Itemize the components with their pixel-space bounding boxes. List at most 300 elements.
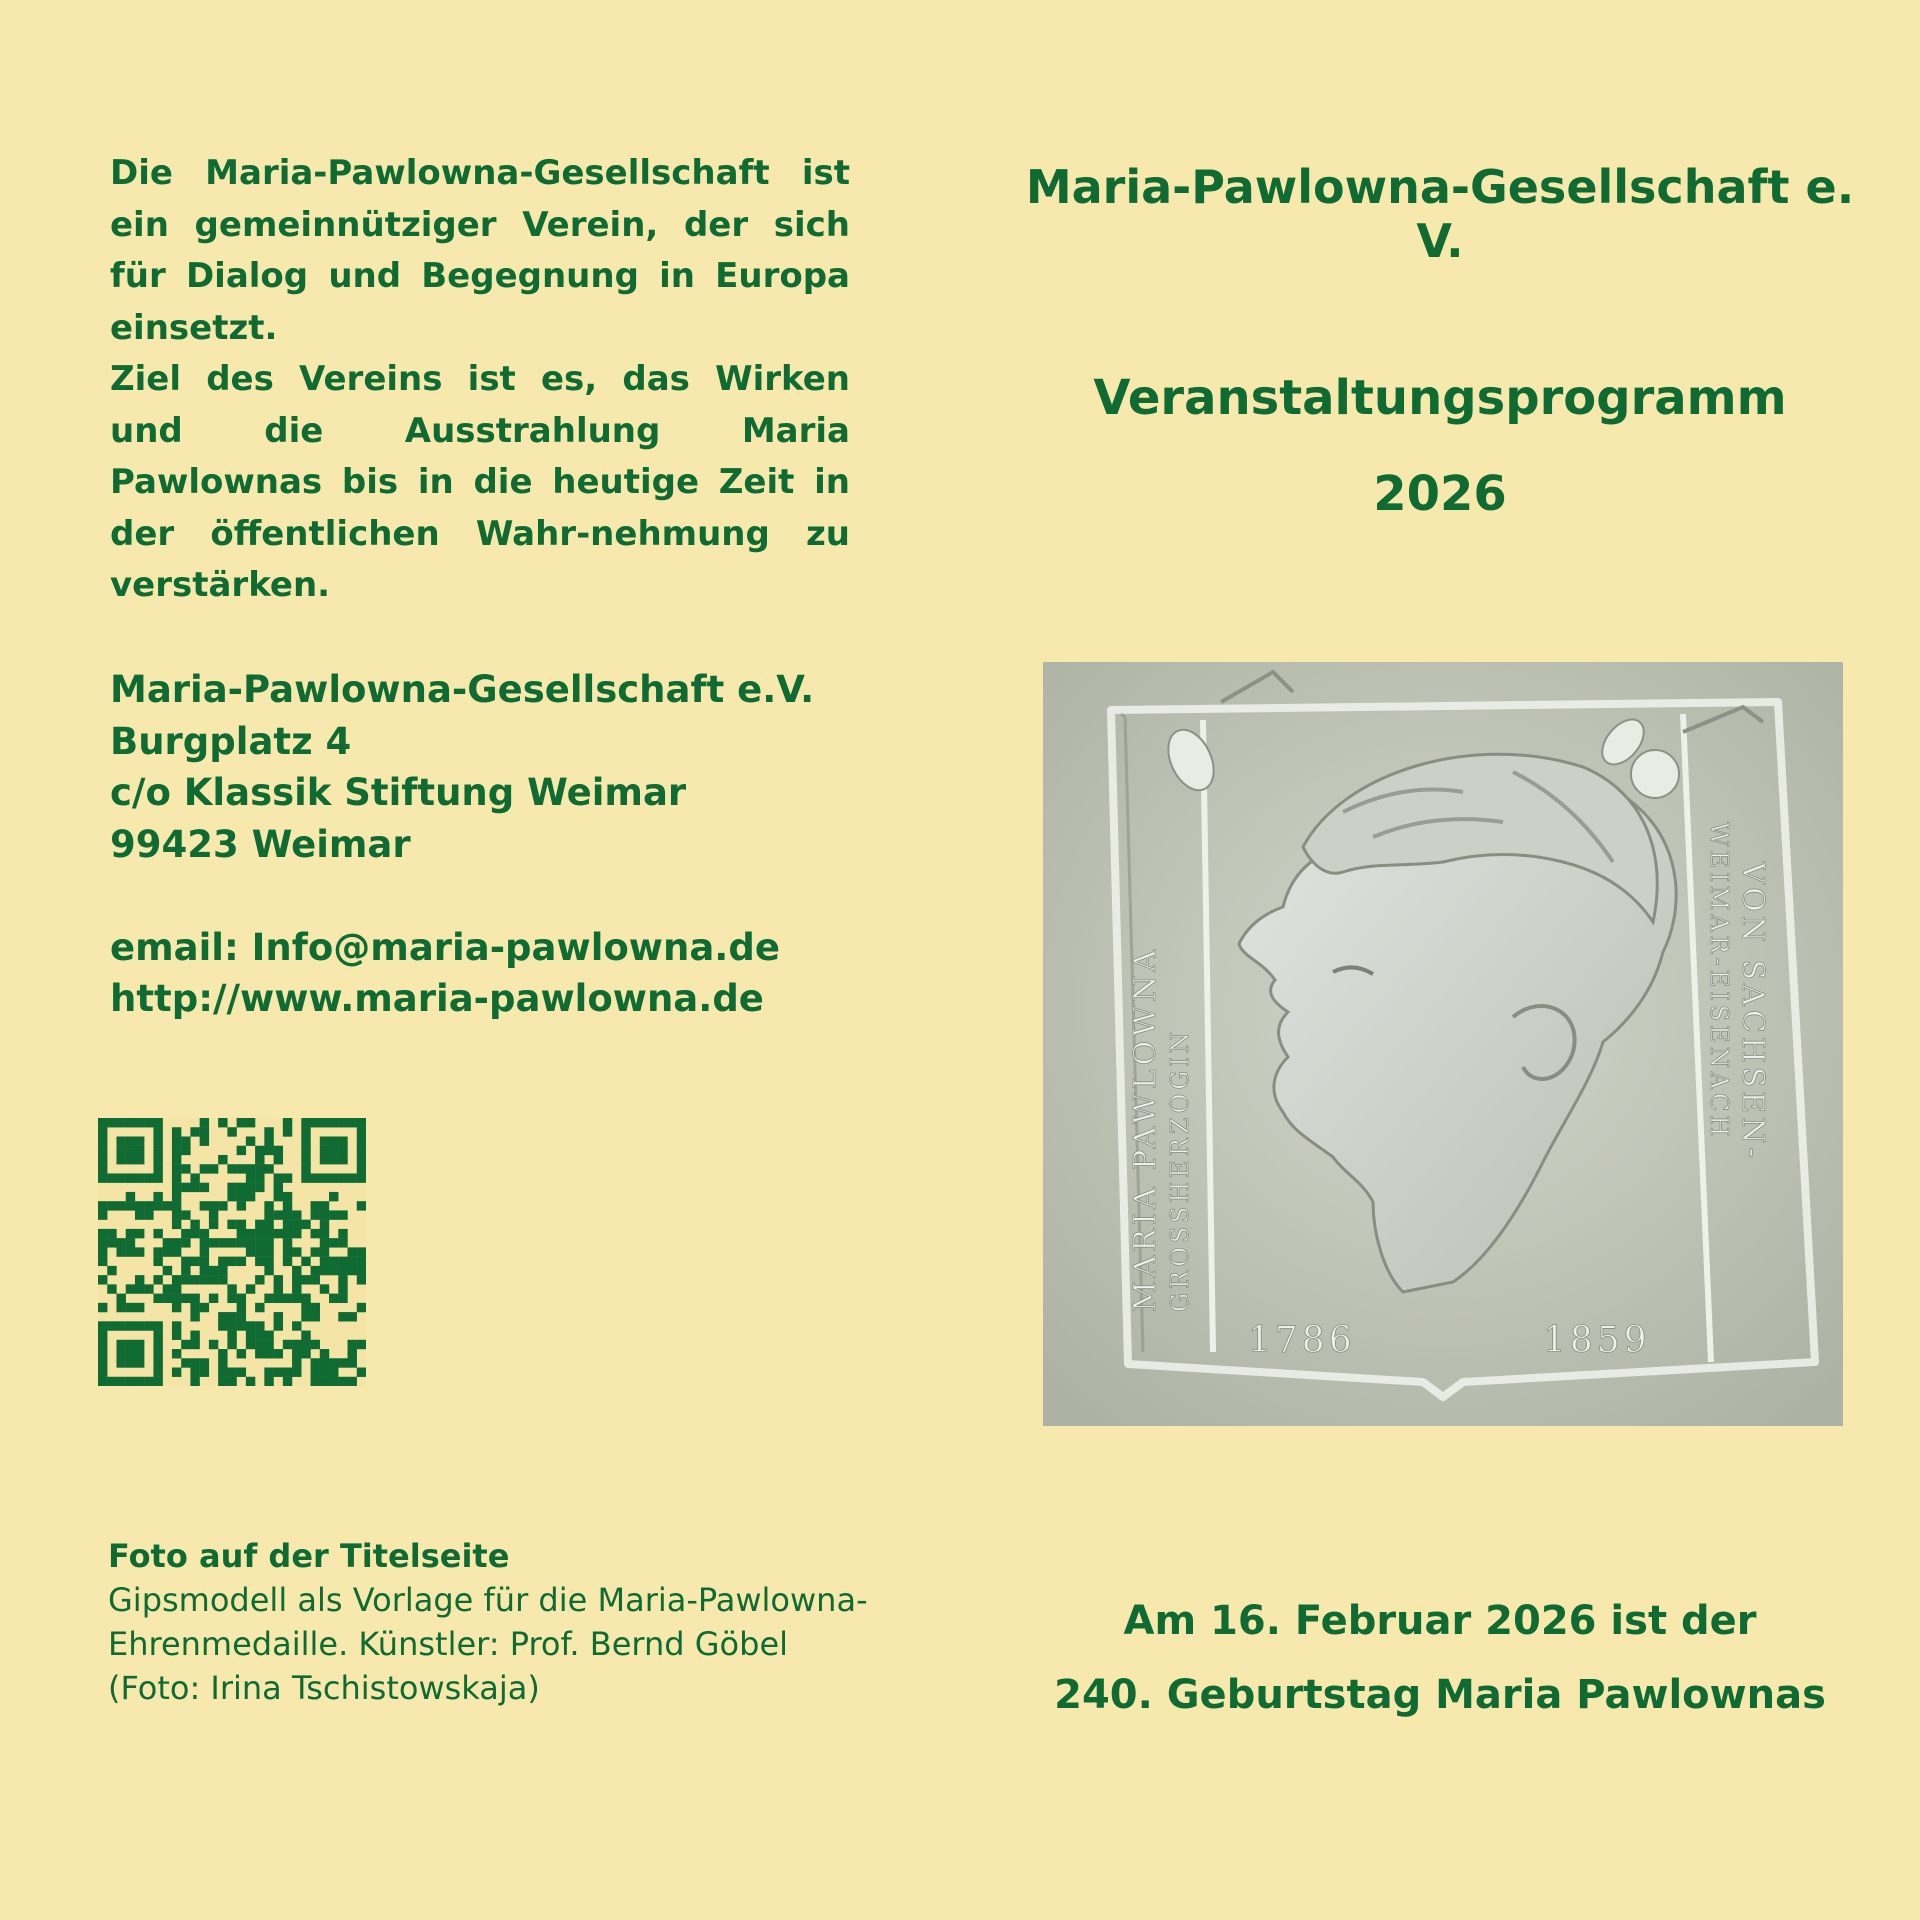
- qr-module: [98, 1118, 107, 1127]
- qr-module: [320, 1201, 329, 1210]
- qr-module: [329, 1266, 338, 1275]
- qr-module: [153, 1229, 162, 1238]
- qr-module: [116, 1155, 125, 1164]
- qr-module: [135, 1155, 144, 1164]
- qr-module: [200, 1368, 209, 1377]
- qr-module: [126, 1247, 135, 1256]
- qr-module: [283, 1377, 292, 1386]
- qr-module: [144, 1377, 153, 1386]
- qr-module: [274, 1155, 283, 1164]
- qr-module: [246, 1284, 255, 1293]
- qr-module: [172, 1303, 181, 1312]
- medal-inscription-right-2: WEIMAR-EISENACH: [1705, 822, 1733, 1141]
- qr-module: [301, 1331, 310, 1340]
- qr-module: [283, 1220, 292, 1229]
- qr-module: [218, 1118, 227, 1127]
- qr-module: [181, 1275, 190, 1284]
- qr-module: [135, 1210, 144, 1219]
- qr-module: [227, 1377, 236, 1386]
- qr-module: [246, 1192, 255, 1201]
- qr-module: [311, 1358, 320, 1367]
- qr-module: [181, 1266, 190, 1275]
- qr-module: [98, 1201, 107, 1210]
- qr-module: [200, 1247, 209, 1256]
- qr-module: [246, 1321, 255, 1330]
- qr-module: [292, 1229, 301, 1238]
- qr-module: [172, 1136, 181, 1145]
- qr-module: [264, 1210, 273, 1219]
- qr-module: [338, 1229, 347, 1238]
- qr-module: [209, 1201, 218, 1210]
- qr-module: [200, 1275, 209, 1284]
- cover-program-title: Veranstaltungsprogramm: [1093, 370, 1787, 426]
- photo-credit-heading: Foto auf der Titelseite: [108, 1537, 510, 1575]
- qr-module: [338, 1146, 347, 1155]
- qr-module: [116, 1349, 125, 1358]
- qr-module: [98, 1173, 107, 1182]
- qr-module: [218, 1155, 227, 1164]
- qr-module: [255, 1247, 264, 1256]
- qr-module: [274, 1146, 283, 1155]
- qr-module: [135, 1303, 144, 1312]
- qr-module: [338, 1275, 347, 1284]
- qr-module: [209, 1238, 218, 1247]
- qr-module: [135, 1146, 144, 1155]
- birthday-line-2: 240. Geburtstag Maria Pawlownas: [1054, 1672, 1826, 1718]
- qr-module: [264, 1201, 273, 1210]
- qr-module: [301, 1257, 310, 1266]
- qr-module: [116, 1136, 125, 1145]
- qr-module: [190, 1377, 199, 1386]
- qr-module: [264, 1257, 273, 1266]
- qr-module: [172, 1201, 181, 1210]
- qr-module: [301, 1146, 310, 1155]
- qr-module: [218, 1368, 227, 1377]
- qr-module: [172, 1284, 181, 1293]
- qr-module: [338, 1173, 347, 1182]
- qr-module: [237, 1349, 246, 1358]
- qr-module: [283, 1127, 292, 1136]
- qr-module: [274, 1321, 283, 1330]
- qr-module: [311, 1173, 320, 1182]
- qr-module: [357, 1146, 366, 1155]
- qr-module: [292, 1358, 301, 1367]
- qr-module: [320, 1257, 329, 1266]
- qr-module: [190, 1340, 199, 1349]
- qr-module: [320, 1173, 329, 1182]
- contact-email[interactable]: email: Info@maria-pawlowna.de: [110, 925, 780, 969]
- qr-module: [181, 1136, 190, 1145]
- qr-module: [255, 1321, 264, 1330]
- qr-module: [107, 1266, 116, 1275]
- qr-module: [255, 1183, 264, 1192]
- qr-module: [338, 1358, 347, 1367]
- qr-module: [218, 1266, 227, 1275]
- qr-module: [301, 1220, 310, 1229]
- qr-module: [153, 1155, 162, 1164]
- qr-module: [274, 1275, 283, 1284]
- qr-module: [190, 1229, 199, 1238]
- medal-photo: [1043, 662, 1843, 1426]
- qr-module: [126, 1303, 135, 1312]
- qr-module: [172, 1247, 181, 1256]
- qr-module: [126, 1136, 135, 1145]
- intro-paragraph-1: Die Maria-Pawlowna-Gesellschaft ist ein gemeinnütziger Verein, der sich für Dialog und Begegnung in Europa einsetzt.: [110, 153, 850, 348]
- qr-module: [190, 1127, 199, 1136]
- qr-module: [126, 1118, 135, 1127]
- cover-title: Maria-Pawlowna-Gesellschaft e. V.: [1025, 160, 1855, 268]
- qr-module: [153, 1368, 162, 1377]
- qr-module: [98, 1275, 107, 1284]
- qr-module: [246, 1118, 255, 1127]
- qr-module: [292, 1210, 301, 1219]
- qr-module: [153, 1146, 162, 1155]
- qr-module: [283, 1118, 292, 1127]
- medal-relief: [1043, 662, 1843, 1426]
- qr-module: [311, 1377, 320, 1386]
- qr-module: [153, 1136, 162, 1145]
- qr-module: [98, 1210, 107, 1219]
- qr-module: [153, 1275, 162, 1284]
- address-city: 99423 Weimar: [110, 822, 411, 866]
- address-care-of: c/o Klassik Stiftung Weimar: [110, 771, 687, 814]
- qr-module: [274, 1312, 283, 1321]
- qr-module: [246, 1173, 255, 1182]
- qr-module: [153, 1247, 162, 1256]
- qr-module: [237, 1201, 246, 1210]
- qr-module: [135, 1377, 144, 1386]
- qr-module: [98, 1349, 107, 1358]
- qr-module: [357, 1164, 366, 1173]
- qr-module: [283, 1229, 292, 1238]
- qr-module: [209, 1210, 218, 1219]
- medal-inscription-left-2: GROSSHERZOGIN: [1166, 1028, 1194, 1312]
- qr-module: [126, 1349, 135, 1358]
- qr-module: [329, 1173, 338, 1182]
- qr-module: [255, 1238, 264, 1247]
- qr-module: [292, 1284, 301, 1293]
- qr-module: [98, 1340, 107, 1349]
- qr-module: [163, 1247, 172, 1256]
- qr-module: [301, 1294, 310, 1303]
- qr-module: [246, 1331, 255, 1340]
- qr-module: [320, 1146, 329, 1155]
- qr-module: [283, 1247, 292, 1256]
- qr-module: [237, 1220, 246, 1229]
- qr-module: [153, 1127, 162, 1136]
- qr-module: [274, 1284, 283, 1293]
- qr-module: [357, 1275, 366, 1284]
- qr-module: [153, 1294, 162, 1303]
- qr-module: [329, 1146, 338, 1155]
- qr-module: [172, 1220, 181, 1229]
- qr-module: [163, 1284, 172, 1293]
- qr-module: [126, 1377, 135, 1386]
- qr-module: [227, 1238, 236, 1247]
- qr-module: [153, 1201, 162, 1210]
- qr-module: [320, 1247, 329, 1256]
- qr-module: [126, 1340, 135, 1349]
- medal-inscription-right: VON SACHSEN-: [1735, 862, 1770, 1162]
- qr-module: [116, 1321, 125, 1330]
- qr-module: [172, 1238, 181, 1247]
- intro-paragraph-2: Ziel des Vereins ist es, das Wirken und die Ausstrahlung Maria Pawlownas bis in die heutige Zeit in der öffentlichen Wahr-nehmung zu verstärken.: [110, 359, 850, 605]
- qr-module: [357, 1266, 366, 1275]
- qr-module: [227, 1127, 236, 1136]
- qr-module: [357, 1303, 366, 1312]
- qr-module: [320, 1229, 329, 1238]
- qr-module: [190, 1173, 199, 1182]
- qr-module: [320, 1358, 329, 1367]
- qr-module: [218, 1321, 227, 1330]
- qr-module: [320, 1136, 329, 1145]
- qr-module: [172, 1331, 181, 1340]
- qr-module: [292, 1220, 301, 1229]
- qr-module: [190, 1183, 199, 1192]
- qr-code[interactable]: [98, 1118, 366, 1386]
- qr-module: [126, 1155, 135, 1164]
- birthday-notice: [1000, 1584, 1880, 1732]
- qr-module: [135, 1118, 144, 1127]
- qr-module: [181, 1229, 190, 1238]
- qr-module: [237, 1183, 246, 1192]
- qr-module: [153, 1118, 162, 1127]
- contact-address: [110, 664, 870, 1025]
- qr-module: [320, 1155, 329, 1164]
- qr-module: [218, 1312, 227, 1321]
- qr-module: [190, 1257, 199, 1266]
- qr-module: [126, 1321, 135, 1330]
- qr-module: [264, 1247, 273, 1256]
- qr-module: [98, 1229, 107, 1238]
- qr-module: [264, 1377, 273, 1386]
- qr-module: [329, 1136, 338, 1145]
- qr-module: [338, 1136, 347, 1145]
- qr-module: [255, 1173, 264, 1182]
- qr-module: [329, 1257, 338, 1266]
- qr-module: [255, 1164, 264, 1173]
- qr-module: [163, 1238, 172, 1247]
- qr-module: [107, 1377, 116, 1386]
- qr-module: [246, 1238, 255, 1247]
- qr-module: [348, 1118, 357, 1127]
- qr-module: [301, 1164, 310, 1173]
- qr-module: [311, 1275, 320, 1284]
- qr-module: [218, 1275, 227, 1284]
- qr-module: [200, 1127, 209, 1136]
- qr-module: [329, 1377, 338, 1386]
- qr-module: [172, 1321, 181, 1330]
- qr-module: [255, 1303, 264, 1312]
- qr-module: [144, 1321, 153, 1330]
- contact-website[interactable]: http://www.maria-pawlowna.de: [110, 977, 764, 1020]
- qr-module: [218, 1377, 227, 1386]
- qr-module: [116, 1340, 125, 1349]
- qr-module: [264, 1229, 273, 1238]
- cover-year: 2026: [1373, 466, 1507, 522]
- qr-module: [209, 1220, 218, 1229]
- qr-module: [283, 1210, 292, 1219]
- qr-module: [98, 1238, 107, 1247]
- qr-module: [283, 1340, 292, 1349]
- qr-module: [153, 1358, 162, 1367]
- qr-module: [190, 1294, 199, 1303]
- qr-module: [107, 1173, 116, 1182]
- qr-module: [255, 1349, 264, 1358]
- qr-module: [135, 1284, 144, 1293]
- qr-module: [163, 1266, 172, 1275]
- qr-module: [126, 1238, 135, 1247]
- qr-module: [237, 1368, 246, 1377]
- qr-module: [107, 1238, 116, 1247]
- qr-module: [311, 1340, 320, 1349]
- qr-module: [181, 1358, 190, 1367]
- qr-module: [153, 1321, 162, 1330]
- qr-module: [126, 1284, 135, 1293]
- qr-module: [135, 1275, 144, 1284]
- qr-module: [283, 1368, 292, 1377]
- qr-module: [135, 1201, 144, 1210]
- qr-module: [246, 1183, 255, 1192]
- qr-module: [274, 1349, 283, 1358]
- qr-module: [227, 1312, 236, 1321]
- qr-module: [190, 1368, 199, 1377]
- qr-module: [98, 1257, 107, 1266]
- qr-module: [116, 1358, 125, 1367]
- qr-module: [218, 1238, 227, 1247]
- qr-module: [163, 1294, 172, 1303]
- medal-inscription-left: MARIA PAWLOWNA: [1128, 945, 1163, 1312]
- qr-module: [301, 1303, 310, 1312]
- qr-module: [218, 1358, 227, 1367]
- qr-module: [264, 1340, 273, 1349]
- qr-module: [348, 1266, 357, 1275]
- qr-module: [292, 1247, 301, 1256]
- qr-module: [107, 1229, 116, 1238]
- qr-module: [338, 1294, 347, 1303]
- qr-module: [274, 1210, 283, 1219]
- qr-module: [348, 1358, 357, 1367]
- qr-module: [135, 1349, 144, 1358]
- qr-module: [301, 1340, 310, 1349]
- qr-module: [237, 1164, 246, 1173]
- qr-module: [264, 1294, 273, 1303]
- qr-module: [181, 1294, 190, 1303]
- qr-module: [255, 1229, 264, 1238]
- qr-module: [172, 1146, 181, 1155]
- qr-module: [301, 1127, 310, 1136]
- qr-module: [116, 1173, 125, 1182]
- qr-module: [98, 1136, 107, 1145]
- qr-module: [292, 1266, 301, 1275]
- qr-code-graphic: [98, 1118, 366, 1386]
- qr-module: [255, 1146, 264, 1155]
- qr-module: [190, 1358, 199, 1367]
- qr-module: [264, 1146, 273, 1155]
- qr-module: [292, 1340, 301, 1349]
- qr-module: [357, 1257, 366, 1266]
- qr-module: [116, 1118, 125, 1127]
- qr-module: [237, 1312, 246, 1321]
- medal-year-death: 1859: [1543, 1320, 1651, 1361]
- qr-module: [348, 1377, 357, 1386]
- qr-module: [190, 1303, 199, 1312]
- qr-module: [283, 1173, 292, 1182]
- qr-module: [172, 1155, 181, 1164]
- qr-module: [301, 1275, 310, 1284]
- qr-module: [264, 1164, 273, 1173]
- qr-module: [135, 1247, 144, 1256]
- qr-module: [153, 1331, 162, 1340]
- qr-module: [153, 1377, 162, 1386]
- qr-module: [126, 1192, 135, 1201]
- qr-module: [292, 1368, 301, 1377]
- qr-module: [357, 1155, 366, 1164]
- qr-module: [126, 1229, 135, 1238]
- qr-module: [338, 1118, 347, 1127]
- qr-module: [320, 1349, 329, 1358]
- qr-module: [227, 1368, 236, 1377]
- qr-module: [264, 1331, 273, 1340]
- qr-module: [98, 1331, 107, 1340]
- qr-module: [172, 1368, 181, 1377]
- qr-module: [357, 1247, 366, 1256]
- qr-module: [153, 1173, 162, 1182]
- qr-module: [246, 1164, 255, 1173]
- qr-module: [338, 1155, 347, 1164]
- qr-module: [116, 1294, 125, 1303]
- qr-module: [338, 1257, 347, 1266]
- qr-module: [311, 1312, 320, 1321]
- qr-module: [181, 1210, 190, 1219]
- qr-module: [153, 1349, 162, 1358]
- qr-module: [264, 1368, 273, 1377]
- address-org: Maria-Pawlowna-Gesellschaft e.V.: [110, 668, 815, 711]
- qr-module: [227, 1164, 236, 1173]
- qr-module: [320, 1220, 329, 1229]
- qr-module: [329, 1155, 338, 1164]
- qr-module: [348, 1349, 357, 1358]
- qr-module: [98, 1321, 107, 1330]
- qr-module: [301, 1312, 310, 1321]
- qr-module: [329, 1358, 338, 1367]
- qr-module: [200, 1257, 209, 1266]
- qr-module: [237, 1192, 246, 1201]
- qr-module: [190, 1312, 199, 1321]
- qr-module: [98, 1127, 107, 1136]
- qr-module: [200, 1229, 209, 1238]
- qr-module: [283, 1201, 292, 1210]
- qr-module: [227, 1321, 236, 1330]
- qr-module: [311, 1229, 320, 1238]
- qr-module: [292, 1321, 301, 1330]
- qr-module: [116, 1201, 125, 1210]
- qr-module: [348, 1173, 357, 1182]
- qr-module: [329, 1294, 338, 1303]
- qr-module: [227, 1183, 236, 1192]
- qr-module: [357, 1118, 366, 1127]
- qr-module: [264, 1127, 273, 1136]
- qr-module: [98, 1368, 107, 1377]
- qr-module: [98, 1164, 107, 1173]
- qr-module: [107, 1201, 116, 1210]
- qr-module: [153, 1340, 162, 1349]
- qr-module: [135, 1358, 144, 1367]
- qr-module: [163, 1201, 172, 1210]
- qr-module: [274, 1183, 283, 1192]
- qr-module: [255, 1155, 264, 1164]
- qr-module: [172, 1349, 181, 1358]
